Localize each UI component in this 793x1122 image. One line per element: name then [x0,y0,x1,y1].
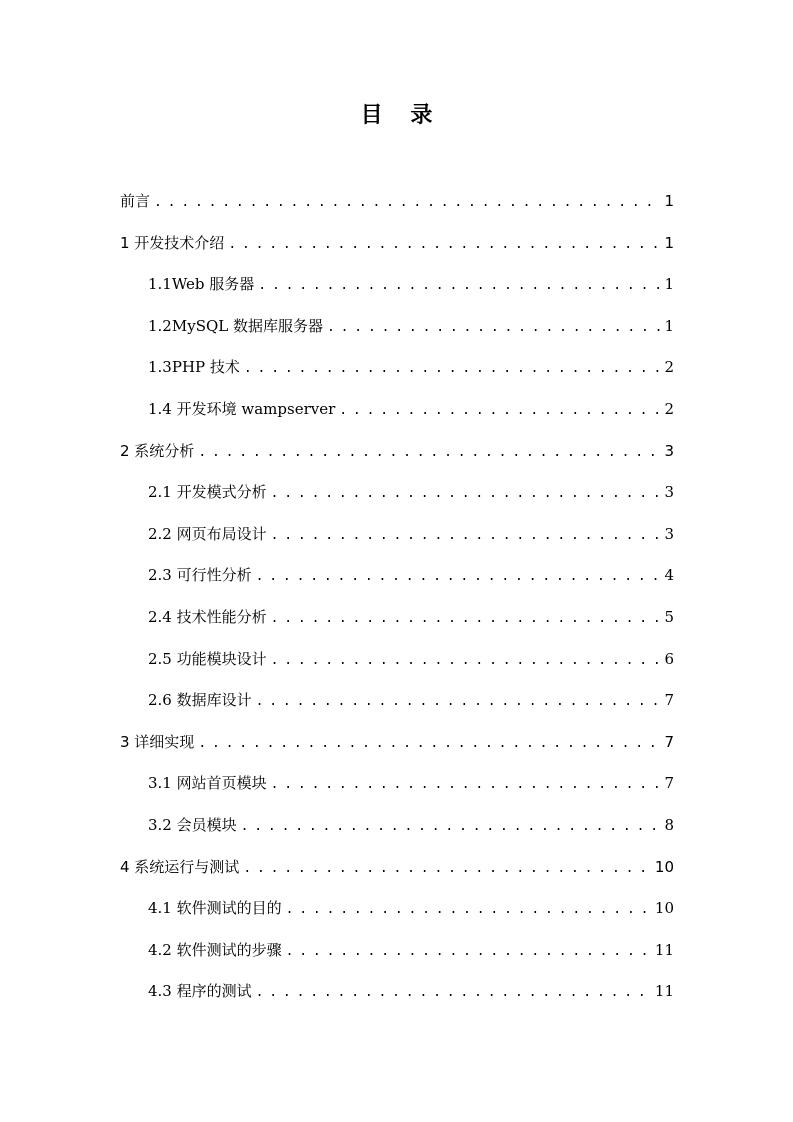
toc-page-number: 3 [664,483,674,502]
dot-leader [228,229,660,261]
dot-leader [154,187,660,219]
dot-leader [286,894,651,926]
toc-entry-title: 1 开发技术介绍 [120,233,225,252]
dot-leader [271,645,660,677]
dot-leader [256,686,660,718]
toc-entry[interactable] [120,185,674,227]
table-of-contents [120,185,674,1017]
toc-page-number: 6 [664,649,674,668]
toc-entry[interactable] [120,518,674,560]
toc-page-number: 8 [664,815,674,834]
dot-leader [258,270,660,302]
toc-page-number: 2 [664,358,674,377]
dot-leader [241,811,660,843]
toc-page-number: 1 [664,316,674,335]
toc-entry[interactable] [120,726,674,768]
toc-entry-title: 4.2 软件测试的步骤 [148,940,282,959]
toc-entry[interactable] [120,476,674,518]
toc-entry[interactable] [120,684,674,726]
toc-entry-title: 2.1 开发模式分析 [148,483,267,502]
page-title: 目 录 [360,103,443,128]
toc-entry-title: 4.1 软件测试的目的 [148,899,282,918]
toc-entry-title: 2.4 技术性能分析 [148,607,267,626]
toc-entry-title: 1.1Web 服务器 [148,275,255,294]
toc-page-number: 7 [664,774,674,793]
toc-entry-title: 4.3 程序的测试 [148,982,252,1001]
toc-entry[interactable] [120,767,674,809]
toc-entry-title: 2.3 可行性分析 [148,566,252,585]
toc-page-number: 5 [664,607,674,626]
toc-entry[interactable] [120,934,674,976]
toc-entry[interactable] [120,310,674,352]
dot-leader [271,478,660,510]
toc-entry[interactable] [120,227,674,269]
dot-leader [198,728,660,760]
toc-entry[interactable] [120,892,674,934]
toc-page-number: 4 [664,566,674,585]
toc-entry-title: 1.4 开发环境 wampserver [148,399,336,418]
toc-entry[interactable] [120,809,674,851]
toc-page-number: 3 [664,524,674,543]
dot-leader [271,520,660,552]
toc-entry-title: 1.2MySQL 数据库服务器 [148,316,323,335]
toc-page-number: 1 [664,192,674,210]
dot-leader [244,353,660,385]
toc-entry[interactable] [120,268,674,310]
toc-entry-title: 1.3PHP 技术 [148,358,240,377]
toc-entry-title: 2 系统分析 [120,441,195,460]
toc-page-number: 1 [664,275,674,294]
dot-leader [286,936,651,968]
toc-page-number: 7 [664,691,674,710]
toc-entry-title: 3.2 会员模块 [148,815,237,834]
toc-entry[interactable] [120,851,674,893]
toc-page-number: 11 [654,940,674,959]
toc-page-number: 2 [664,399,674,418]
dot-leader [256,561,660,593]
dot-leader [256,977,651,1009]
toc-entry[interactable] [120,435,674,477]
dot-leader [243,853,651,885]
toc-entry[interactable] [120,975,674,1017]
toc-entry-title: 前言 [120,192,151,210]
toc-entry[interactable] [120,351,674,393]
toc-page-number: 10 [654,899,674,918]
toc-entry-title: 2.2 网页布局设计 [148,524,267,543]
toc-page-number: 1 [664,233,674,252]
dot-leader [327,312,660,344]
toc-page-number: 7 [664,732,674,751]
toc-entry-title: 2.5 功能模块设计 [148,649,267,668]
toc-entry[interactable] [120,643,674,685]
toc-entry[interactable] [120,559,674,601]
toc-page-number: 11 [654,982,674,1001]
toc-entry-title: 3.1 网站首页模块 [148,774,267,793]
toc-page-number: 10 [654,857,674,876]
toc-entry-title: 4 系统运行与测试 [120,857,240,876]
toc-entry-title: 3 详细实现 [120,732,195,751]
dot-leader [198,437,660,469]
toc-entry-title: 2.6 数据库设计 [148,691,252,710]
toc-entry[interactable] [120,393,674,435]
toc-entry[interactable] [120,601,674,643]
toc-page-number: 3 [664,441,674,460]
dot-leader [271,603,660,635]
dot-leader [271,769,660,801]
dot-leader [339,395,660,427]
